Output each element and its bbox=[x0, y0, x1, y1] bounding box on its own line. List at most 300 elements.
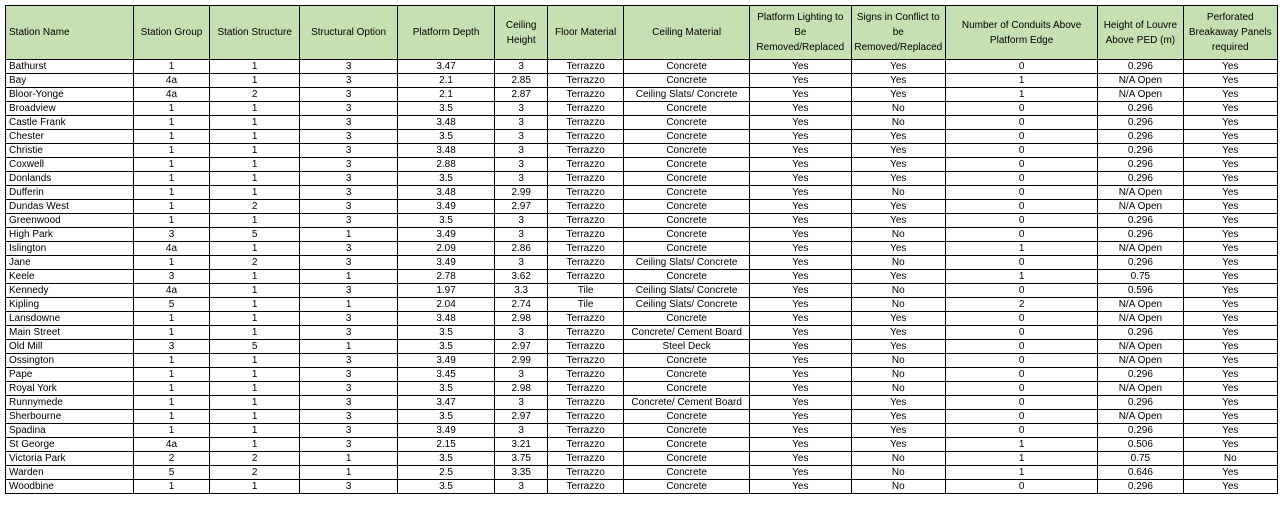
ceiling-height-cell[interactable]: 2.87 bbox=[495, 88, 548, 102]
structural-option-cell[interactable]: 3 bbox=[300, 186, 397, 200]
ceiling-height-cell[interactable]: 3 bbox=[495, 214, 548, 228]
signs-in-conflict-cell[interactable]: Yes bbox=[851, 60, 945, 74]
ceiling-material-cell[interactable]: Concrete bbox=[624, 452, 750, 466]
platform-lighting-cell[interactable]: Yes bbox=[750, 60, 852, 74]
platform-depth-cell[interactable]: 3.47 bbox=[397, 60, 494, 74]
breakaway-panels-cell[interactable]: Yes bbox=[1183, 116, 1277, 130]
ceiling-height-cell[interactable]: 3.75 bbox=[495, 452, 548, 466]
station-structure-cell[interactable]: 1 bbox=[210, 284, 300, 298]
platform-lighting-cell[interactable]: Yes bbox=[750, 424, 852, 438]
breakaway-panels-cell[interactable]: Yes bbox=[1183, 228, 1277, 242]
floor-material-cell[interactable]: Terrazzo bbox=[548, 410, 624, 424]
station-group-cell[interactable]: 1 bbox=[133, 256, 209, 270]
louvre-height-cell[interactable]: 0.75 bbox=[1098, 270, 1183, 284]
platform-lighting-cell[interactable]: Yes bbox=[750, 186, 852, 200]
station-structure-cell[interactable]: 1 bbox=[210, 312, 300, 326]
breakaway-panels-cell[interactable]: Yes bbox=[1183, 480, 1277, 494]
platform-lighting-cell[interactable]: Yes bbox=[750, 88, 852, 102]
ceiling-height-cell[interactable]: 2.97 bbox=[495, 340, 548, 354]
conduits-cell[interactable]: 0 bbox=[945, 410, 1097, 424]
floor-material-cell[interactable]: Terrazzo bbox=[548, 368, 624, 382]
station-group-cell[interactable]: 1 bbox=[133, 144, 209, 158]
floor-material-cell[interactable]: Terrazzo bbox=[548, 270, 624, 284]
column-header-station-group[interactable]: Station Group bbox=[133, 6, 209, 60]
louvre-height-cell[interactable]: 0.296 bbox=[1098, 214, 1183, 228]
station-group-cell[interactable]: 4a bbox=[133, 242, 209, 256]
floor-material-cell[interactable]: Terrazzo bbox=[548, 312, 624, 326]
station-name-cell[interactable]: Pape bbox=[6, 368, 134, 382]
floor-material-cell[interactable]: Tile bbox=[548, 298, 624, 312]
breakaway-panels-cell[interactable]: Yes bbox=[1183, 144, 1277, 158]
floor-material-cell[interactable]: Terrazzo bbox=[548, 130, 624, 144]
station-name-cell[interactable]: Keele bbox=[6, 270, 134, 284]
structural-option-cell[interactable]: 3 bbox=[300, 256, 397, 270]
ceiling-material-cell[interactable]: Concrete bbox=[624, 368, 750, 382]
signs-in-conflict-cell[interactable]: Yes bbox=[851, 438, 945, 452]
conduits-cell[interactable]: 2 bbox=[945, 298, 1097, 312]
platform-lighting-cell[interactable]: Yes bbox=[750, 452, 852, 466]
station-name-cell[interactable]: Kennedy bbox=[6, 284, 134, 298]
platform-lighting-cell[interactable]: Yes bbox=[750, 74, 852, 88]
platform-depth-cell[interactable]: 2.1 bbox=[397, 88, 494, 102]
breakaway-panels-cell[interactable]: Yes bbox=[1183, 200, 1277, 214]
platform-lighting-cell[interactable]: Yes bbox=[750, 130, 852, 144]
floor-material-cell[interactable]: Terrazzo bbox=[548, 382, 624, 396]
station-structure-cell[interactable]: 2 bbox=[210, 256, 300, 270]
station-group-cell[interactable]: 1 bbox=[133, 396, 209, 410]
ceiling-material-cell[interactable]: Concrete bbox=[624, 214, 750, 228]
station-name-cell[interactable]: Jane bbox=[6, 256, 134, 270]
floor-material-cell[interactable]: Terrazzo bbox=[548, 102, 624, 116]
breakaway-panels-cell[interactable]: Yes bbox=[1183, 102, 1277, 116]
structural-option-cell[interactable]: 3 bbox=[300, 60, 397, 74]
signs-in-conflict-cell[interactable]: No bbox=[851, 368, 945, 382]
structural-option-cell[interactable]: 3 bbox=[300, 424, 397, 438]
conduits-cell[interactable]: 1 bbox=[945, 242, 1097, 256]
louvre-height-cell[interactable]: 0.75 bbox=[1098, 452, 1183, 466]
platform-lighting-cell[interactable]: Yes bbox=[750, 466, 852, 480]
structural-option-cell[interactable]: 3 bbox=[300, 200, 397, 214]
louvre-height-cell[interactable]: N/A Open bbox=[1098, 186, 1183, 200]
conduits-cell[interactable]: 0 bbox=[945, 200, 1097, 214]
louvre-height-cell[interactable]: N/A Open bbox=[1098, 354, 1183, 368]
signs-in-conflict-cell[interactable]: Yes bbox=[851, 424, 945, 438]
ceiling-height-cell[interactable]: 2.99 bbox=[495, 354, 548, 368]
ceiling-material-cell[interactable]: Concrete/ Cement Board bbox=[624, 326, 750, 340]
ceiling-height-cell[interactable]: 3 bbox=[495, 228, 548, 242]
platform-lighting-cell[interactable]: Yes bbox=[750, 256, 852, 270]
platform-depth-cell[interactable]: 3.49 bbox=[397, 424, 494, 438]
ceiling-height-cell[interactable]: 3 bbox=[495, 158, 548, 172]
signs-in-conflict-cell[interactable]: No bbox=[851, 116, 945, 130]
station-structure-cell[interactable]: 5 bbox=[210, 340, 300, 354]
floor-material-cell[interactable]: Terrazzo bbox=[548, 466, 624, 480]
structural-option-cell[interactable]: 3 bbox=[300, 116, 397, 130]
structural-option-cell[interactable]: 1 bbox=[300, 228, 397, 242]
floor-material-cell[interactable]: Terrazzo bbox=[548, 74, 624, 88]
station-group-cell[interactable]: 1 bbox=[133, 354, 209, 368]
platform-lighting-cell[interactable]: Yes bbox=[750, 172, 852, 186]
floor-material-cell[interactable]: Terrazzo bbox=[548, 172, 624, 186]
station-group-cell[interactable]: 1 bbox=[133, 424, 209, 438]
station-structure-cell[interactable]: 1 bbox=[210, 480, 300, 494]
louvre-height-cell[interactable]: 0.296 bbox=[1098, 60, 1183, 74]
breakaway-panels-cell[interactable]: Yes bbox=[1183, 410, 1277, 424]
station-name-cell[interactable]: St George bbox=[6, 438, 134, 452]
breakaway-panels-cell[interactable]: Yes bbox=[1183, 242, 1277, 256]
station-group-cell[interactable]: 4a bbox=[133, 438, 209, 452]
station-name-cell[interactable]: Donlands bbox=[6, 172, 134, 186]
station-group-cell[interactable]: 1 bbox=[133, 116, 209, 130]
signs-in-conflict-cell[interactable]: Yes bbox=[851, 242, 945, 256]
station-structure-cell[interactable]: 1 bbox=[210, 354, 300, 368]
platform-depth-cell[interactable]: 3.5 bbox=[397, 214, 494, 228]
station-name-cell[interactable]: Spadina bbox=[6, 424, 134, 438]
station-group-cell[interactable]: 3 bbox=[133, 228, 209, 242]
conduits-cell[interactable]: 0 bbox=[945, 130, 1097, 144]
conduits-cell[interactable]: 0 bbox=[945, 424, 1097, 438]
louvre-height-cell[interactable]: 0.646 bbox=[1098, 466, 1183, 480]
floor-material-cell[interactable]: Terrazzo bbox=[548, 438, 624, 452]
platform-lighting-cell[interactable]: Yes bbox=[750, 438, 852, 452]
signs-in-conflict-cell[interactable]: Yes bbox=[851, 270, 945, 284]
signs-in-conflict-cell[interactable]: Yes bbox=[851, 396, 945, 410]
station-structure-cell[interactable]: 1 bbox=[210, 298, 300, 312]
breakaway-panels-cell[interactable]: Yes bbox=[1183, 382, 1277, 396]
ceiling-height-cell[interactable]: 3.3 bbox=[495, 284, 548, 298]
structural-option-cell[interactable]: 3 bbox=[300, 396, 397, 410]
breakaway-panels-cell[interactable]: Yes bbox=[1183, 214, 1277, 228]
floor-material-cell[interactable]: Terrazzo bbox=[548, 396, 624, 410]
floor-material-cell[interactable]: Terrazzo bbox=[548, 340, 624, 354]
station-structure-cell[interactable]: 1 bbox=[210, 396, 300, 410]
platform-depth-cell[interactable]: 2.78 bbox=[397, 270, 494, 284]
signs-in-conflict-cell[interactable]: Yes bbox=[851, 158, 945, 172]
louvre-height-cell[interactable]: 0.296 bbox=[1098, 172, 1183, 186]
station-structure-cell[interactable]: 1 bbox=[210, 326, 300, 340]
station-group-cell[interactable]: 1 bbox=[133, 130, 209, 144]
breakaway-panels-cell[interactable]: Yes bbox=[1183, 424, 1277, 438]
station-name-cell[interactable]: Islington bbox=[6, 242, 134, 256]
platform-depth-cell[interactable]: 3.49 bbox=[397, 200, 494, 214]
platform-lighting-cell[interactable]: Yes bbox=[750, 312, 852, 326]
structural-option-cell[interactable]: 3 bbox=[300, 102, 397, 116]
breakaway-panels-cell[interactable]: Yes bbox=[1183, 172, 1277, 186]
louvre-height-cell[interactable]: 0.296 bbox=[1098, 158, 1183, 172]
station-group-cell[interactable]: 1 bbox=[133, 326, 209, 340]
breakaway-panels-cell[interactable]: Yes bbox=[1183, 88, 1277, 102]
louvre-height-cell[interactable]: N/A Open bbox=[1098, 242, 1183, 256]
station-group-cell[interactable]: 1 bbox=[133, 200, 209, 214]
ceiling-material-cell[interactable]: Concrete bbox=[624, 382, 750, 396]
floor-material-cell[interactable]: Terrazzo bbox=[548, 228, 624, 242]
ceiling-height-cell[interactable]: 3 bbox=[495, 144, 548, 158]
platform-lighting-cell[interactable]: Yes bbox=[750, 200, 852, 214]
conduits-cell[interactable]: 1 bbox=[945, 74, 1097, 88]
station-group-cell[interactable]: 1 bbox=[133, 172, 209, 186]
station-name-cell[interactable]: Sherbourne bbox=[6, 410, 134, 424]
ceiling-material-cell[interactable]: Concrete bbox=[624, 172, 750, 186]
ceiling-height-cell[interactable]: 2.97 bbox=[495, 200, 548, 214]
ceiling-height-cell[interactable]: 3 bbox=[495, 102, 548, 116]
station-name-cell[interactable]: Kipling bbox=[6, 298, 134, 312]
conduits-cell[interactable]: 0 bbox=[945, 312, 1097, 326]
conduits-cell[interactable]: 0 bbox=[945, 172, 1097, 186]
station-structure-cell[interactable]: 1 bbox=[210, 158, 300, 172]
conduits-cell[interactable]: 0 bbox=[945, 284, 1097, 298]
platform-lighting-cell[interactable]: Yes bbox=[750, 228, 852, 242]
platform-depth-cell[interactable]: 3.48 bbox=[397, 186, 494, 200]
breakaway-panels-cell[interactable]: Yes bbox=[1183, 354, 1277, 368]
column-header-platform-depth[interactable]: Platform Depth bbox=[397, 6, 494, 60]
platform-lighting-cell[interactable]: Yes bbox=[750, 158, 852, 172]
signs-in-conflict-cell[interactable]: No bbox=[851, 382, 945, 396]
platform-depth-cell[interactable]: 3.5 bbox=[397, 340, 494, 354]
platform-depth-cell[interactable]: 3.49 bbox=[397, 354, 494, 368]
ceiling-material-cell[interactable]: Concrete bbox=[624, 158, 750, 172]
platform-depth-cell[interactable]: 3.5 bbox=[397, 382, 494, 396]
structural-option-cell[interactable]: 1 bbox=[300, 452, 397, 466]
signs-in-conflict-cell[interactable]: Yes bbox=[851, 74, 945, 88]
platform-depth-cell[interactable]: 3.5 bbox=[397, 452, 494, 466]
structural-option-cell[interactable]: 1 bbox=[300, 298, 397, 312]
breakaway-panels-cell[interactable]: Yes bbox=[1183, 130, 1277, 144]
ceiling-height-cell[interactable]: 3 bbox=[495, 256, 548, 270]
floor-material-cell[interactable]: Tile bbox=[548, 284, 624, 298]
station-structure-cell[interactable]: 1 bbox=[210, 144, 300, 158]
station-group-cell[interactable]: 1 bbox=[133, 158, 209, 172]
platform-depth-cell[interactable]: 3.48 bbox=[397, 116, 494, 130]
ceiling-material-cell[interactable]: Ceiling Slats/ Concrete bbox=[624, 88, 750, 102]
ceiling-height-cell[interactable]: 3 bbox=[495, 172, 548, 186]
structural-option-cell[interactable]: 3 bbox=[300, 480, 397, 494]
ceiling-material-cell[interactable]: Concrete bbox=[624, 144, 750, 158]
signs-in-conflict-cell[interactable]: No bbox=[851, 452, 945, 466]
conduits-cell[interactable]: 1 bbox=[945, 270, 1097, 284]
louvre-height-cell[interactable]: 0.296 bbox=[1098, 130, 1183, 144]
louvre-height-cell[interactable]: N/A Open bbox=[1098, 312, 1183, 326]
station-structure-cell[interactable]: 1 bbox=[210, 102, 300, 116]
station-group-cell[interactable]: 1 bbox=[133, 368, 209, 382]
platform-depth-cell[interactable]: 2.09 bbox=[397, 242, 494, 256]
station-structure-cell[interactable]: 1 bbox=[210, 242, 300, 256]
conduits-cell[interactable]: 1 bbox=[945, 452, 1097, 466]
signs-in-conflict-cell[interactable]: Yes bbox=[851, 312, 945, 326]
signs-in-conflict-cell[interactable]: No bbox=[851, 284, 945, 298]
signs-in-conflict-cell[interactable]: No bbox=[851, 186, 945, 200]
breakaway-panels-cell[interactable]: Yes bbox=[1183, 326, 1277, 340]
conduits-cell[interactable]: 0 bbox=[945, 214, 1097, 228]
platform-lighting-cell[interactable]: Yes bbox=[750, 480, 852, 494]
structural-option-cell[interactable]: 3 bbox=[300, 438, 397, 452]
column-header-louvre-height[interactable]: Height of Louvre Above PED (m) bbox=[1098, 6, 1183, 60]
station-name-cell[interactable]: Bloor-Yonge bbox=[6, 88, 134, 102]
station-structure-cell[interactable]: 2 bbox=[210, 466, 300, 480]
louvre-height-cell[interactable]: 0.296 bbox=[1098, 256, 1183, 270]
platform-lighting-cell[interactable]: Yes bbox=[750, 354, 852, 368]
ceiling-material-cell[interactable]: Concrete bbox=[624, 186, 750, 200]
ceiling-height-cell[interactable]: 2.97 bbox=[495, 410, 548, 424]
ceiling-height-cell[interactable]: 2.85 bbox=[495, 74, 548, 88]
floor-material-cell[interactable]: Terrazzo bbox=[548, 60, 624, 74]
louvre-height-cell[interactable]: N/A Open bbox=[1098, 74, 1183, 88]
signs-in-conflict-cell[interactable]: No bbox=[851, 256, 945, 270]
platform-lighting-cell[interactable]: Yes bbox=[750, 326, 852, 340]
station-structure-cell[interactable]: 1 bbox=[210, 172, 300, 186]
structural-option-cell[interactable]: 1 bbox=[300, 270, 397, 284]
conduits-cell[interactable]: 0 bbox=[945, 354, 1097, 368]
station-structure-cell[interactable]: 1 bbox=[210, 130, 300, 144]
platform-depth-cell[interactable]: 3.48 bbox=[397, 312, 494, 326]
station-name-cell[interactable]: Runnymede bbox=[6, 396, 134, 410]
platform-lighting-cell[interactable]: Yes bbox=[750, 396, 852, 410]
ceiling-material-cell[interactable]: Ceiling Slats/ Concrete bbox=[624, 298, 750, 312]
ceiling-height-cell[interactable]: 3 bbox=[495, 480, 548, 494]
louvre-height-cell[interactable]: 0.296 bbox=[1098, 102, 1183, 116]
ceiling-material-cell[interactable]: Concrete bbox=[624, 312, 750, 326]
column-header-floor-material[interactable]: Floor Material bbox=[548, 6, 624, 60]
louvre-height-cell[interactable]: 0.296 bbox=[1098, 424, 1183, 438]
station-group-cell[interactable]: 3 bbox=[133, 270, 209, 284]
louvre-height-cell[interactable]: N/A Open bbox=[1098, 298, 1183, 312]
signs-in-conflict-cell[interactable]: Yes bbox=[851, 214, 945, 228]
conduits-cell[interactable]: 1 bbox=[945, 438, 1097, 452]
ceiling-height-cell[interactable]: 3.35 bbox=[495, 466, 548, 480]
ceiling-material-cell[interactable]: Concrete bbox=[624, 480, 750, 494]
breakaway-panels-cell[interactable]: Yes bbox=[1183, 256, 1277, 270]
louvre-height-cell[interactable]: 0.296 bbox=[1098, 368, 1183, 382]
floor-material-cell[interactable]: Terrazzo bbox=[548, 158, 624, 172]
structural-option-cell[interactable]: 3 bbox=[300, 354, 397, 368]
structural-option-cell[interactable]: 3 bbox=[300, 158, 397, 172]
conduits-cell[interactable]: 0 bbox=[945, 480, 1097, 494]
floor-material-cell[interactable]: Terrazzo bbox=[548, 186, 624, 200]
platform-lighting-cell[interactable]: Yes bbox=[750, 144, 852, 158]
signs-in-conflict-cell[interactable]: No bbox=[851, 102, 945, 116]
station-structure-cell[interactable]: 1 bbox=[210, 60, 300, 74]
station-name-cell[interactable]: Main Street bbox=[6, 326, 134, 340]
ceiling-material-cell[interactable]: Ceiling Slats/ Concrete bbox=[624, 284, 750, 298]
ceiling-material-cell[interactable]: Concrete bbox=[624, 130, 750, 144]
ceiling-material-cell[interactable]: Ceiling Slats/ Concrete bbox=[624, 256, 750, 270]
ceiling-material-cell[interactable]: Concrete bbox=[624, 438, 750, 452]
breakaway-panels-cell[interactable]: Yes bbox=[1183, 312, 1277, 326]
ceiling-height-cell[interactable]: 3 bbox=[495, 326, 548, 340]
structural-option-cell[interactable]: 3 bbox=[300, 74, 397, 88]
station-structure-cell[interactable]: 2 bbox=[210, 200, 300, 214]
breakaway-panels-cell[interactable]: Yes bbox=[1183, 298, 1277, 312]
station-name-cell[interactable]: High Park bbox=[6, 228, 134, 242]
station-name-cell[interactable]: Christie bbox=[6, 144, 134, 158]
platform-depth-cell[interactable]: 3.47 bbox=[397, 396, 494, 410]
station-group-cell[interactable]: 4a bbox=[133, 74, 209, 88]
platform-depth-cell[interactable]: 3.5 bbox=[397, 102, 494, 116]
signs-in-conflict-cell[interactable]: Yes bbox=[851, 172, 945, 186]
station-structure-cell[interactable]: 1 bbox=[210, 424, 300, 438]
ceiling-height-cell[interactable]: 3 bbox=[495, 116, 548, 130]
station-name-cell[interactable]: Castle Frank bbox=[6, 116, 134, 130]
station-structure-cell[interactable]: 2 bbox=[210, 88, 300, 102]
platform-lighting-cell[interactable]: Yes bbox=[750, 214, 852, 228]
breakaway-panels-cell[interactable]: Yes bbox=[1183, 284, 1277, 298]
station-name-cell[interactable]: Bathurst bbox=[6, 60, 134, 74]
breakaway-panels-cell[interactable]: Yes bbox=[1183, 438, 1277, 452]
breakaway-panels-cell[interactable]: Yes bbox=[1183, 466, 1277, 480]
floor-material-cell[interactable]: Terrazzo bbox=[548, 242, 624, 256]
column-header-station-name[interactable]: Station Name bbox=[6, 6, 134, 60]
ceiling-height-cell[interactable]: 2.99 bbox=[495, 186, 548, 200]
floor-material-cell[interactable]: Terrazzo bbox=[548, 452, 624, 466]
signs-in-conflict-cell[interactable]: Yes bbox=[851, 200, 945, 214]
ceiling-material-cell[interactable]: Concrete bbox=[624, 270, 750, 284]
ceiling-material-cell[interactable]: Concrete bbox=[624, 242, 750, 256]
station-group-cell[interactable]: 3 bbox=[133, 340, 209, 354]
conduits-cell[interactable]: 0 bbox=[945, 326, 1097, 340]
station-group-cell[interactable]: 1 bbox=[133, 312, 209, 326]
station-group-cell[interactable]: 5 bbox=[133, 466, 209, 480]
breakaway-panels-cell[interactable]: Yes bbox=[1183, 60, 1277, 74]
signs-in-conflict-cell[interactable]: No bbox=[851, 480, 945, 494]
station-name-cell[interactable]: Broadview bbox=[6, 102, 134, 116]
platform-depth-cell[interactable]: 2.15 bbox=[397, 438, 494, 452]
station-structure-cell[interactable]: 1 bbox=[210, 116, 300, 130]
station-group-cell[interactable]: 2 bbox=[133, 452, 209, 466]
platform-lighting-cell[interactable]: Yes bbox=[750, 102, 852, 116]
structural-option-cell[interactable]: 3 bbox=[300, 214, 397, 228]
ceiling-material-cell[interactable]: Concrete bbox=[624, 74, 750, 88]
ceiling-material-cell[interactable]: Concrete bbox=[624, 228, 750, 242]
ceiling-material-cell[interactable]: Concrete bbox=[624, 200, 750, 214]
floor-material-cell[interactable]: Terrazzo bbox=[548, 144, 624, 158]
louvre-height-cell[interactable]: 0.296 bbox=[1098, 144, 1183, 158]
louvre-height-cell[interactable]: 0.506 bbox=[1098, 438, 1183, 452]
ceiling-material-cell[interactable]: Concrete bbox=[624, 60, 750, 74]
conduits-cell[interactable]: 0 bbox=[945, 368, 1097, 382]
station-group-cell[interactable]: 4a bbox=[133, 88, 209, 102]
station-name-cell[interactable]: Warden bbox=[6, 466, 134, 480]
conduits-cell[interactable]: 0 bbox=[945, 396, 1097, 410]
platform-depth-cell[interactable]: 2.04 bbox=[397, 298, 494, 312]
platform-depth-cell[interactable]: 3.5 bbox=[397, 480, 494, 494]
platform-depth-cell[interactable]: 3.5 bbox=[397, 410, 494, 424]
platform-depth-cell[interactable]: 3.48 bbox=[397, 144, 494, 158]
station-structure-cell[interactable]: 1 bbox=[210, 410, 300, 424]
platform-depth-cell[interactable]: 3.45 bbox=[397, 368, 494, 382]
louvre-height-cell[interactable]: N/A Open bbox=[1098, 88, 1183, 102]
ceiling-height-cell[interactable]: 3 bbox=[495, 60, 548, 74]
conduits-cell[interactable]: 0 bbox=[945, 144, 1097, 158]
floor-material-cell[interactable]: Terrazzo bbox=[548, 354, 624, 368]
ceiling-height-cell[interactable]: 3.62 bbox=[495, 270, 548, 284]
ceiling-material-cell[interactable]: Steel Deck bbox=[624, 340, 750, 354]
platform-lighting-cell[interactable]: Yes bbox=[750, 284, 852, 298]
station-structure-cell[interactable]: 1 bbox=[210, 368, 300, 382]
louvre-height-cell[interactable]: 0.296 bbox=[1098, 228, 1183, 242]
ceiling-material-cell[interactable]: Concrete/ Cement Board bbox=[624, 396, 750, 410]
floor-material-cell[interactable]: Terrazzo bbox=[548, 116, 624, 130]
conduits-cell[interactable]: 0 bbox=[945, 382, 1097, 396]
platform-depth-cell[interactable]: 2.88 bbox=[397, 158, 494, 172]
floor-material-cell[interactable]: Terrazzo bbox=[548, 214, 624, 228]
column-header-signs-in-conflict[interactable]: Signs in Conflict to be Removed/Replaced bbox=[851, 6, 945, 60]
station-structure-cell[interactable]: 2 bbox=[210, 452, 300, 466]
station-name-cell[interactable]: Bay bbox=[6, 74, 134, 88]
floor-material-cell[interactable]: Terrazzo bbox=[548, 256, 624, 270]
structural-option-cell[interactable]: 3 bbox=[300, 172, 397, 186]
signs-in-conflict-cell[interactable]: Yes bbox=[851, 410, 945, 424]
platform-depth-cell[interactable]: 3.5 bbox=[397, 326, 494, 340]
platform-depth-cell[interactable]: 3.5 bbox=[397, 130, 494, 144]
